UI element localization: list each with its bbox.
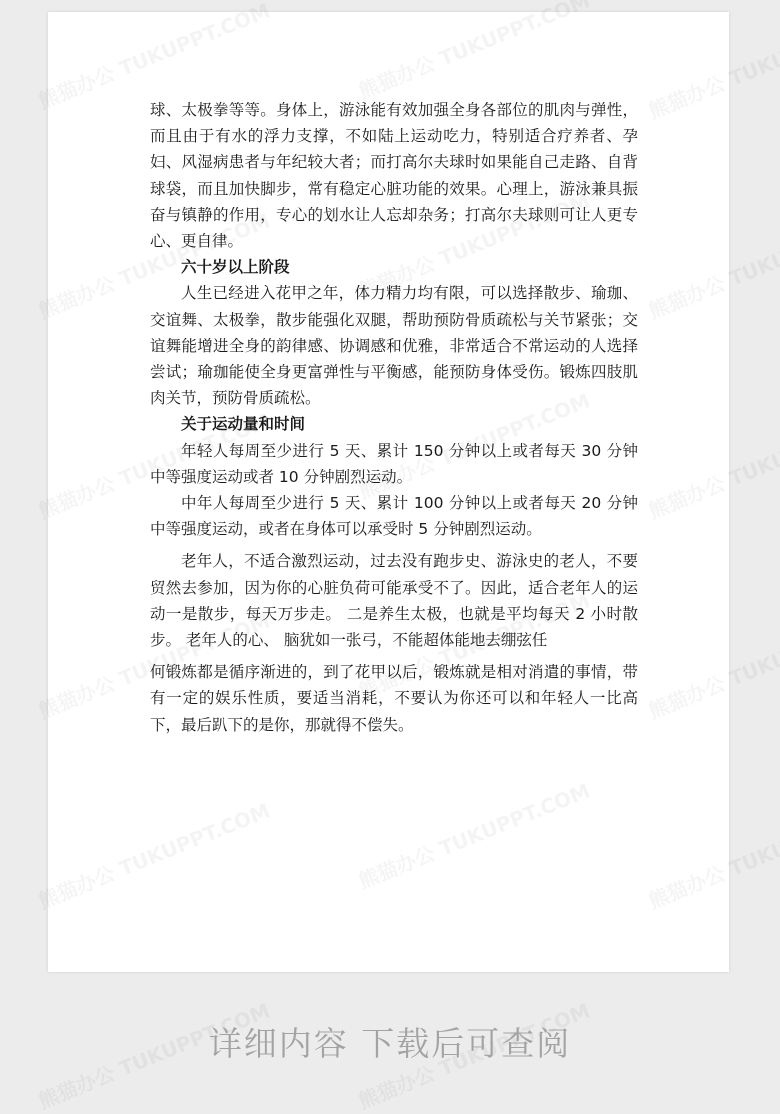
paragraph: 年轻人每周至少进行 5 天、累计 150 分钟以上或者每天 30 分钟中等强度运动或者 10 分钟剧烈运动。: [150, 441, 638, 486]
paragraph: 中年人每周至少进行 5 天、累计 100 分钟以上或者每天 20 分钟中等强度运动，或者在身体可以承受时 5 分钟剧烈运动。: [150, 494, 638, 539]
section-heading: 关于运动量和时间: [181, 415, 306, 434]
document-body: [150, 97, 638, 738]
section-heading: 六十岁以上阶段: [181, 258, 290, 277]
paragraph: 人生已经进入花甲之年，体力精力均有限，可以选择散步、瑜珈、交谊舞、太极拳，散步能强化双腿，帮助预防骨质疏松与关节紧张；交谊舞能增进全身的韵律感、协调感和优雅，非常适合不常运动的人选择尝试；瑜珈能使全身更富弹性与平衡感，能预防身体受伤。锻炼四肢肌肉关节，预防骨质疏松。: [150, 284, 638, 408]
paragraph: 球、太极拳等等。身体上，游泳能有效加强全身各部位的肌肉与弹性，而且由于有水的浮力支撑，不如陆上运动吃力，特别适合疗养者、孕妇、风湿病患者与年纪较大者；而打高尔夫球时如果能自己走路、自背球袋，而且加快脚步，常有稳定心脏功能的效果。心理上，游泳兼具振奋与镇静的作用，专心的划水让人忘却杂务；打高尔夫球则可让人更专心、更自律。: [150, 101, 638, 251]
paragraph: 老年人，不适合激烈运动，过去没有跑步史、游泳史的老人，不要贸然去参加，因为你的心脏负荷可能承受不了。因此，适合老年人的运动一是散步，每天万步走。 二是养生太极，也就是平均每天 2 小时散步。 老年人的心、 脑犹如一张弓，不能超体能地去绷弦任: [150, 552, 638, 650]
document-page: [48, 12, 729, 972]
paragraph: 何锻炼都是循序渐进的，到了花甲以后，锻炼就是相对消遣的事情，带有一定的娱乐性质，要适当消耗，不要认为你还可以和年轻人一比高下，最后趴下的是你，那就得不偿失。: [150, 663, 638, 734]
download-prompt: 详细内容 下载后可查阅: [208, 1024, 572, 1063]
